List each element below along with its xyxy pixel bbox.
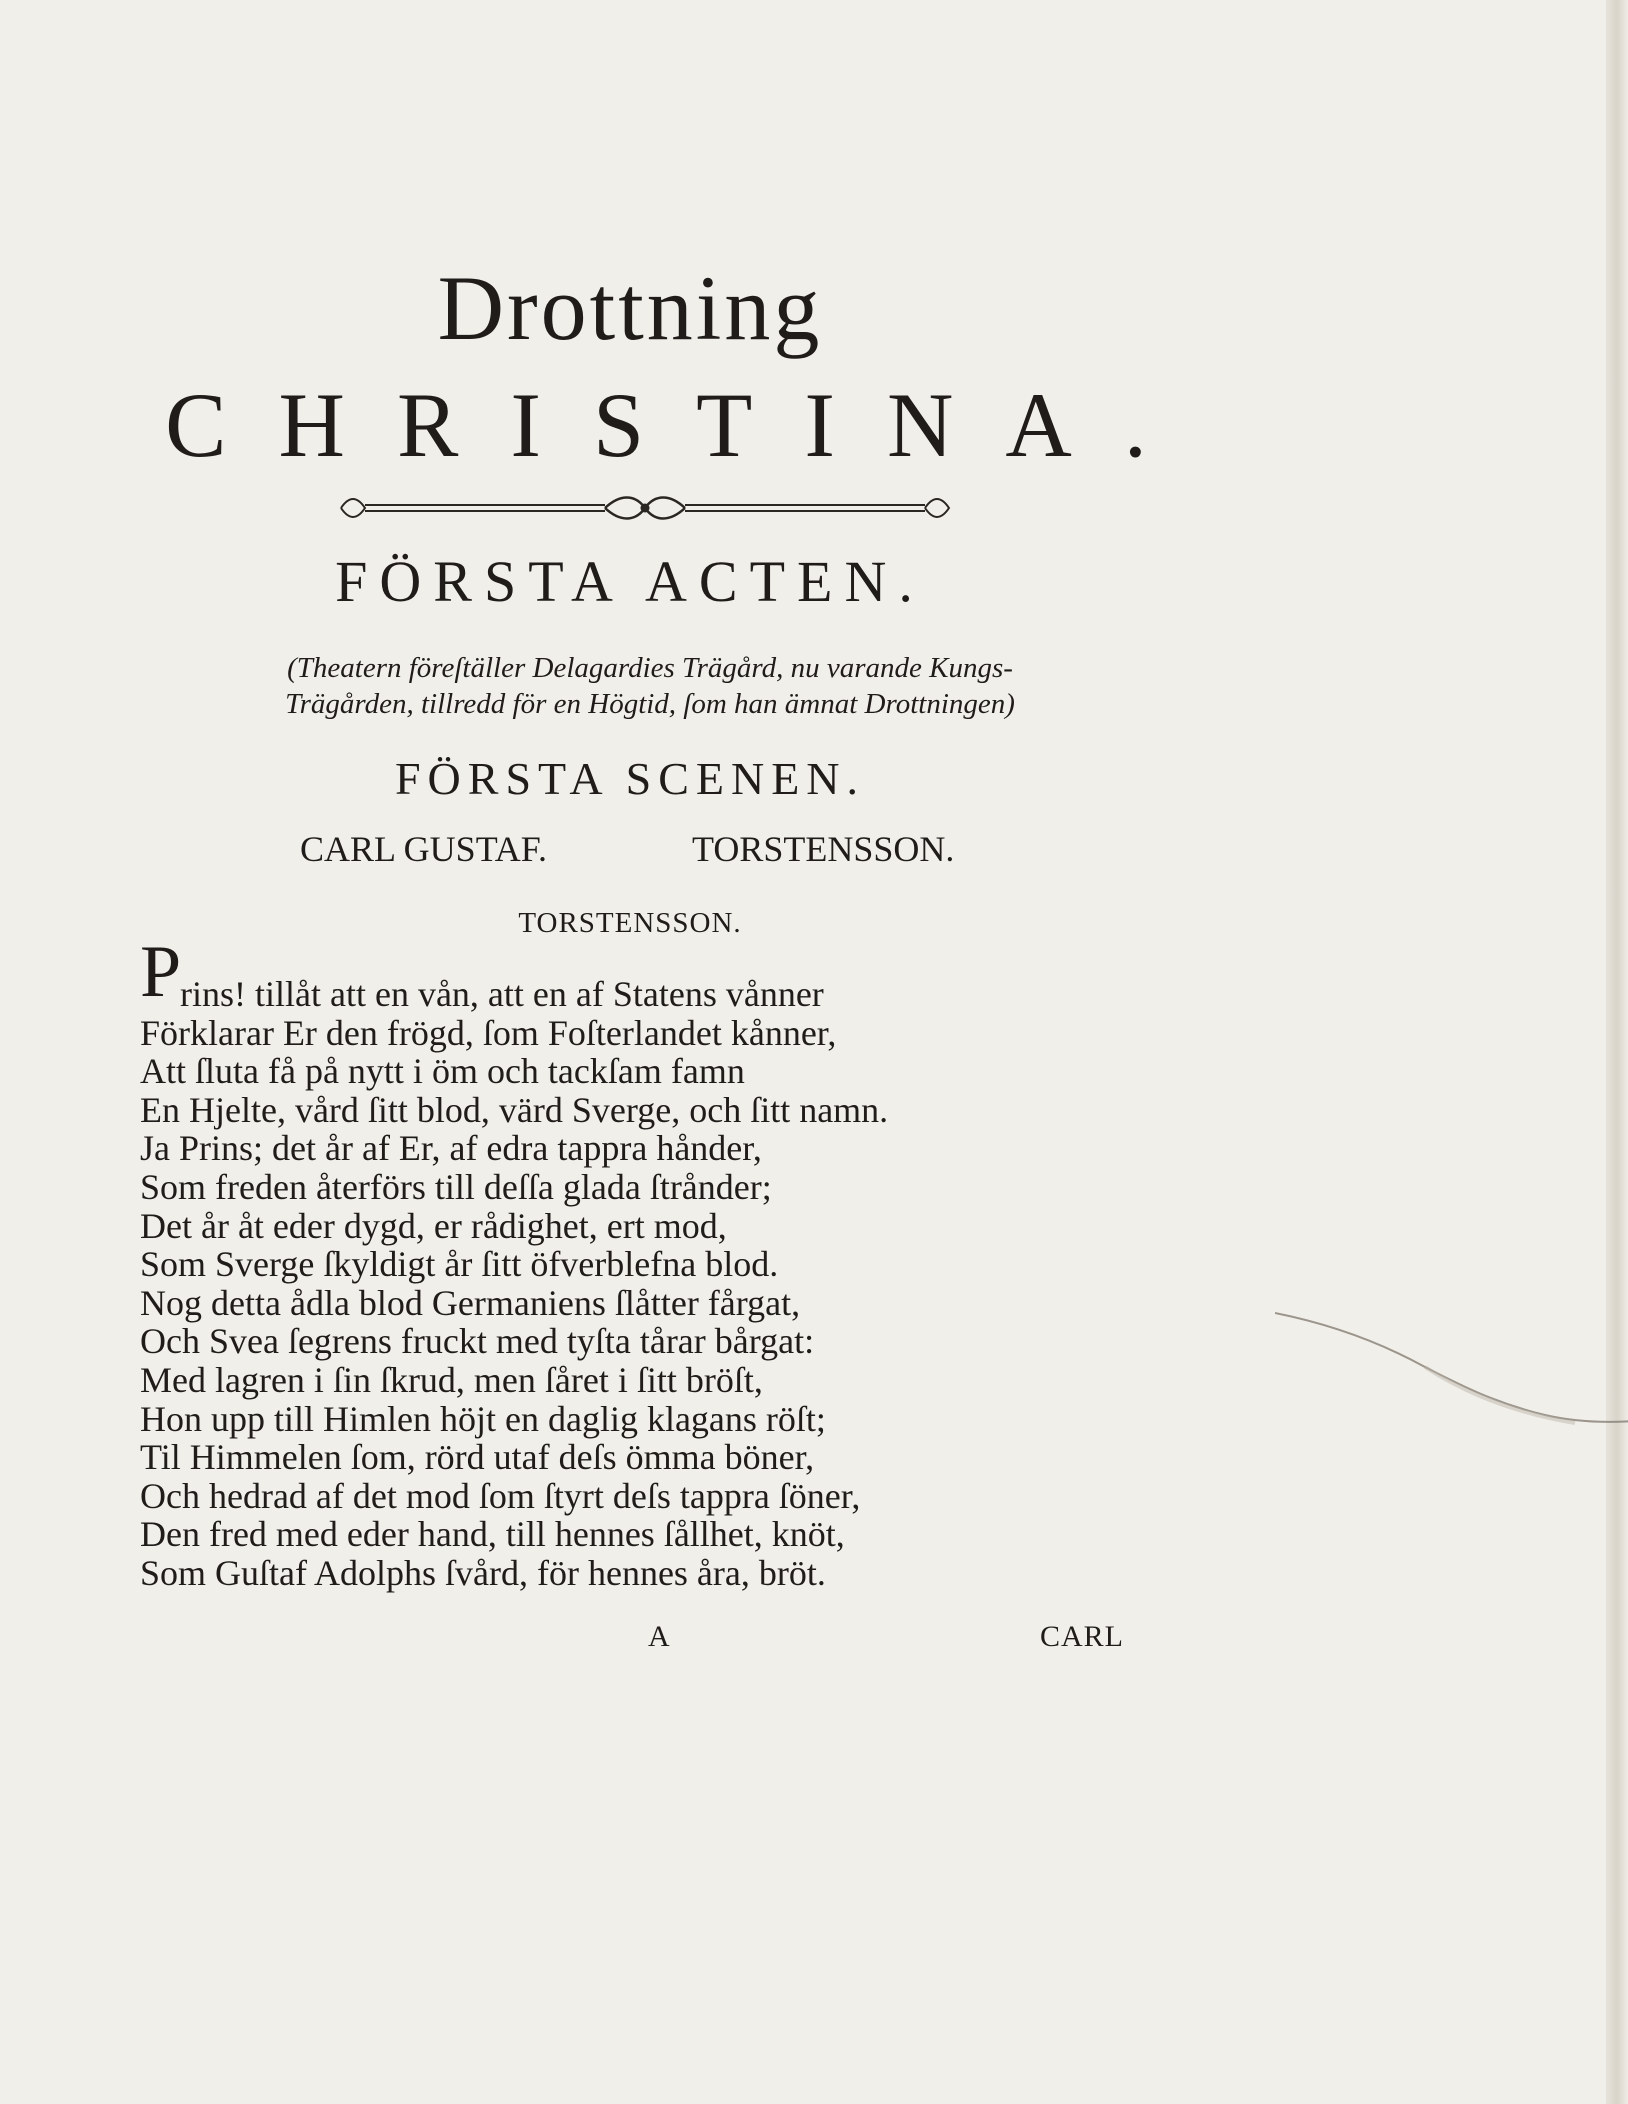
speaker-name: TORSTENSSON. (518, 907, 742, 939)
title-drottning: Drottning (437, 257, 823, 359)
page-edge-shadow (1606, 0, 1628, 2104)
character-torstensson: TORSTENSSON. (692, 829, 955, 869)
verse-line: Och Svea ſegrens fruckt med tyſta tårar bårgat: (140, 1321, 815, 1362)
verse-line: Förklarar Er den frögd, ſom Foſterlandet kånner, (140, 1012, 837, 1053)
verse-line: Hon upp till Himlen höjt en daglig klagans röſt; (140, 1398, 826, 1439)
title-christina: CHRISTINA. (165, 374, 1199, 476)
ornamental-rule (335, 490, 955, 526)
verse-line: Som freden återförs till deſſa glada ſtrånder; (140, 1166, 772, 1207)
act-heading: FÖRSTA ACTEN. (335, 549, 925, 614)
verse-line: Ja Prins; det år af Er, af edra tappra hånder, (140, 1128, 762, 1169)
verse-line: Til Himmelen ſom, rörd utaf deſs ömma böner, (140, 1437, 815, 1478)
stage-direction-line: (Theatern föreſtäller Delagardies Trägård, nu varande Kungs- (287, 652, 1013, 684)
verse-block (140, 975, 1140, 1593)
paper-crease (1275, 1305, 1628, 1435)
verse-line: Som Guſtaf Adolphs ſvård, för hennes åra, bröt. (140, 1552, 826, 1593)
stage-direction-line: Trägården, tillredd för en Högtid, ſom han ämnat Drottningen) (285, 688, 1015, 720)
verse-line: rins! tillåt att en vån, att en af Statens vånner (180, 974, 824, 1014)
verse-line: Nog detta ådla blod Germaniens ſlåtter fårgat, (140, 1282, 801, 1323)
stage-direction (200, 650, 1100, 722)
verse-line: Det år åt eder dygd, er rådighet, ert mod, (140, 1205, 727, 1246)
catchword: CARL (1040, 1620, 1125, 1653)
character-carl-gustaf: CARL GUSTAF. (300, 829, 547, 869)
verse-line: Som Sverge ſkyldigt år ſitt öfverblefna blod. (140, 1244, 779, 1285)
verse-line: Att ſluta få på nytt i öm och tackſam famn (140, 1051, 745, 1092)
verse-line: Den fred med eder hand, till hennes ſållhet, knöt, (140, 1514, 845, 1555)
scene-heading: FÖRSTA SCENEN. (394, 753, 866, 804)
verse-line: En Hjelte, vård ſitt blod, värd Sverge, och ſitt namn. (140, 1089, 889, 1130)
verse-line: Och hedrad af det mod ſom ſtyrt deſs tappra ſöner, (140, 1475, 861, 1516)
signature-mark: A (648, 1620, 670, 1653)
verse-line: Med lagren i ſin ſkrud, men ſåret i ſitt bröſt, (140, 1359, 763, 1400)
drop-cap: P (140, 931, 182, 1013)
